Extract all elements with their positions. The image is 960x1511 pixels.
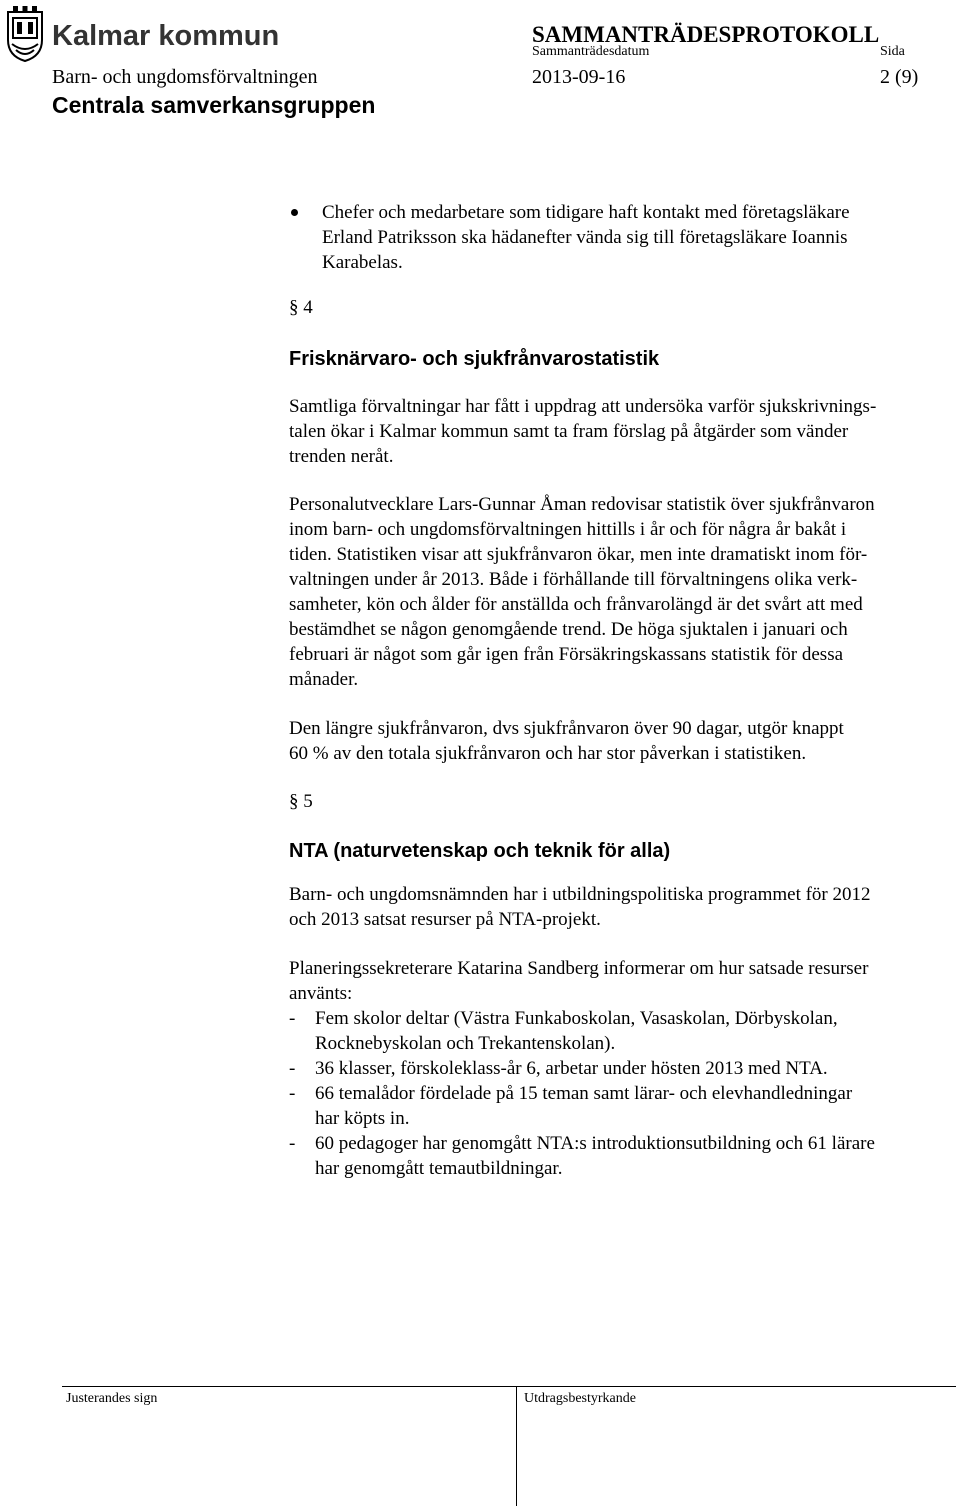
page-number: 2 (9): [880, 66, 919, 88]
list-item-line: 36 klasser, förskoleklass-år 6, arbetar under hösten 2013 med NTA.: [315, 1058, 828, 1079]
paragraph-line: använts:: [289, 983, 353, 1004]
list-item-line: 66 temalådor fördelade på 15 teman samt lärar- och elevhandledningar: [315, 1083, 853, 1104]
paragraph: [289, 956, 954, 1006]
bullet-text: [322, 200, 942, 275]
utdragsbestyrkande-label: Utdragsbestyrkande: [524, 1391, 636, 1406]
coat-of-arms-icon: [6, 6, 44, 62]
list-item: [289, 1056, 954, 1081]
section-title: Frisknärvaro- och sjukfrånvarostatistik: [289, 348, 660, 370]
dash-list: [289, 1006, 954, 1181]
dash-marker: -: [289, 1083, 296, 1104]
group-name: Centrala samverkansgruppen: [52, 92, 376, 118]
paragraph-line: bestämdhet se någon genomgående trend. De höga sjuktalen i januari och: [289, 619, 848, 640]
section-number: § 4: [289, 297, 313, 318]
paragraph-line: Personalutvecklare Lars-Gunnar Åman redovisar statistik över sjukfrånvaron: [289, 494, 875, 515]
paragraph-line: valtningen under år 2013. Både i förhållande till förvaltningens olika verk-: [289, 569, 858, 590]
page-label: Sida: [880, 44, 905, 59]
list-item: [289, 1006, 954, 1056]
paragraph: [289, 882, 954, 932]
dash-marker: -: [289, 1058, 296, 1079]
list-item: [289, 1081, 954, 1131]
bullet-line: Chefer och medarbetare som tidigare haft kontakt med företagsläkare: [322, 202, 850, 223]
paragraph-line: Barn- och ungdomsnämnden har i utbildningspolitiska programmet för 2012: [289, 884, 871, 905]
list-item-line: 60 pedagoger har genomgått NTA:s introduktionsutbildning och 61 lärare: [315, 1133, 875, 1154]
justerandes-sign-label: Justerandes sign: [66, 1391, 158, 1406]
paragraph-line: tiden. Statistiken visar att sjukfrånvaron ökar, men inte dramatiskt inom för-: [289, 544, 868, 565]
bullet-line: Karabelas.: [322, 252, 403, 273]
footer-divider-vertical: [516, 1386, 517, 1506]
document-type: SAMMANTRÄDESPROTOKOLL: [532, 22, 880, 47]
dash-marker: -: [289, 1008, 296, 1029]
list-item-line: Fem skolor deltar (Västra Funkaboskolan, Vasaskolan, Dörbyskolan,: [315, 1008, 838, 1029]
department-name: Barn- och ungdomsförvaltningen: [52, 66, 318, 88]
paragraph-line: 60 % av den totala sjukfrånvaron och har stor påverkan i statistiken.: [289, 743, 807, 764]
section-number: § 5: [289, 791, 313, 812]
paragraph-line: februari är något som går igen från Försäkringskassans statistik för dessa: [289, 644, 844, 665]
list-item-line: har köpts in.: [315, 1108, 410, 1129]
paragraph-line: månader.: [289, 669, 359, 690]
paragraph: [289, 716, 954, 766]
paragraph: [289, 394, 954, 469]
list-item: [289, 1131, 954, 1181]
section-title: NTA (naturvetenskap och teknik för alla): [289, 840, 671, 862]
paragraph-line: Samtliga förvaltningar har fått i uppdrag att undersöka varför sjukskrivnings-: [289, 396, 877, 417]
org-name: Kalmar kommun: [52, 20, 280, 52]
bullet-icon: [291, 209, 298, 216]
paragraph-line: och 2013 satsat resurser på NTA-projekt.: [289, 909, 601, 930]
paragraph-line: inom barn- och ungdomsförvaltningen hittills i år och för några år bakåt i: [289, 519, 847, 540]
paragraph-line: trenden neråt.: [289, 446, 394, 467]
list-item-line: har genomgått temautbildningar.: [315, 1158, 563, 1179]
footer-divider: [62, 1386, 956, 1387]
dash-marker: -: [289, 1133, 296, 1154]
paragraph-line: samheter, kön och ålder för anställda och frånvarolängd är det svårt att med: [289, 594, 863, 615]
paragraph: [289, 492, 954, 692]
date-label: Sammanträdesdatum: [532, 44, 650, 59]
paragraph-line: talen ökar i Kalmar kommun samt ta fram förslag på åtgärder som vänder: [289, 421, 849, 442]
bullet-line: Erland Patriksson ska hädanefter vända sig till företagsläkare Ioannis: [322, 227, 848, 248]
paragraph-line: Den längre sjukfrånvaron, dvs sjukfrånvaron över 90 dagar, utgör knappt: [289, 718, 844, 739]
paragraph-line: Planeringssekreterare Katarina Sandberg informerar om hur satsade resurser: [289, 958, 869, 979]
meeting-date: 2013-09-16: [532, 66, 626, 88]
list-item-line: Rocknebyskolan och Trekantenskolan).: [315, 1033, 616, 1054]
